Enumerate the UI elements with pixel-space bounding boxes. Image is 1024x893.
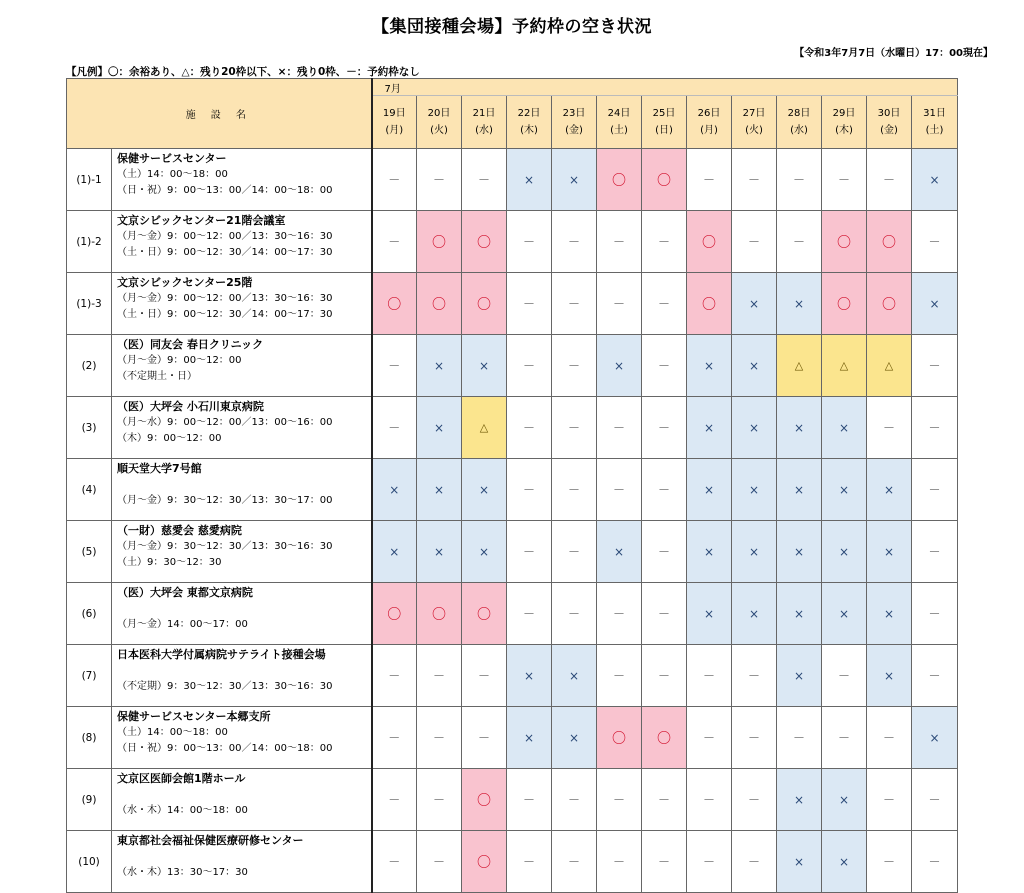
availability-cell: 〇 <box>867 211 912 273</box>
day-date: 29日 <box>832 108 856 119</box>
day-header <box>462 96 507 149</box>
day-of-week: (土) <box>925 125 944 136</box>
facility-hours: （水・木）14：00～18：00 <box>117 805 248 816</box>
availability-cell: × <box>777 459 822 521</box>
table-row <box>67 335 958 397</box>
availability-cell: － <box>507 769 552 831</box>
availability-cell: － <box>642 769 687 831</box>
facility-name: 文京区医師会館1階ホール <box>117 772 246 785</box>
availability-cell: － <box>642 397 687 459</box>
availability-cell: × <box>732 459 777 521</box>
availability-cell: － <box>507 459 552 521</box>
day-header <box>687 96 732 149</box>
availability-cell: × <box>822 459 867 521</box>
availability-cell: × <box>732 273 777 335</box>
day-date: 19日 <box>382 108 406 119</box>
availability-cell: 〇 <box>597 707 642 769</box>
availability-cell: － <box>732 769 777 831</box>
availability-cell: － <box>777 211 822 273</box>
availability-cell: － <box>597 645 642 707</box>
availability-cell: － <box>417 831 462 893</box>
facility-hours: （月～金）9：30～12：30／13：30～16：30 <box>117 541 333 552</box>
facility-name: 文京シビックセンター21階会議室 <box>117 214 286 227</box>
availability-cell: － <box>552 769 597 831</box>
availability-cell: － <box>867 707 912 769</box>
day-header <box>372 96 417 149</box>
table-row <box>67 149 958 211</box>
availability-cell: × <box>777 831 822 893</box>
availability-cell: － <box>687 831 732 893</box>
availability-cell: － <box>912 211 958 273</box>
availability-cell: × <box>822 831 867 893</box>
availability-cell: × <box>372 459 417 521</box>
facility-hours <box>117 477 371 493</box>
day-of-week: (木) <box>520 125 538 136</box>
facility-hours: （月～金）9：30～12：30／13：30～17：00 <box>117 495 333 506</box>
availability-cell: － <box>822 149 867 211</box>
availability-cell: × <box>462 521 507 583</box>
availability-cell: × <box>417 335 462 397</box>
facility-name: 文京シビックセンター25階 <box>117 276 253 289</box>
availability-cell: － <box>552 335 597 397</box>
facility-hours <box>117 787 371 803</box>
day-of-week: (水) <box>790 125 808 136</box>
facility-cell <box>112 521 372 583</box>
availability-cell: － <box>552 831 597 893</box>
availability-cell: － <box>912 583 958 645</box>
availability-cell: × <box>462 335 507 397</box>
availability-cell: △ <box>867 335 912 397</box>
availability-cell: × <box>552 149 597 211</box>
availability-cell: × <box>507 149 552 211</box>
facility-cell <box>112 211 372 273</box>
availability-cell: 〇 <box>687 273 732 335</box>
availability-cell: － <box>507 335 552 397</box>
table-row <box>67 211 958 273</box>
availability-cell: － <box>597 397 642 459</box>
day-header <box>552 96 597 149</box>
availability-cell: × <box>552 645 597 707</box>
day-header <box>597 96 642 149</box>
facility-hours: （月～金）9：00～12：00／13：30～16：30 <box>117 231 333 242</box>
facility-cell <box>112 769 372 831</box>
availability-cell: 〇 <box>597 149 642 211</box>
day-date: 26日 <box>697 108 721 119</box>
facility-hours: （水・木）13：30～17：30 <box>117 867 248 878</box>
day-of-week: (金) <box>565 125 583 136</box>
as-of-date: 【令和3年7月7日（水曜日）17：00現在】 <box>794 48 993 59</box>
day-date: 21日 <box>472 108 496 119</box>
facility-hours: （不定期土・日） <box>117 371 197 382</box>
availability-cell: － <box>417 707 462 769</box>
table-row <box>67 707 958 769</box>
facility-hours: （土）14：00～18：00 <box>117 169 228 180</box>
availability-cell: － <box>822 707 867 769</box>
availability-cell: 〇 <box>417 211 462 273</box>
availability-cell: × <box>552 707 597 769</box>
day-date: 31日 <box>923 108 946 119</box>
facility-hours <box>117 849 371 865</box>
availability-cell: × <box>417 521 462 583</box>
day-header <box>642 96 687 149</box>
availability-cell: × <box>777 397 822 459</box>
availability-cell: × <box>867 583 912 645</box>
day-of-week: (火) <box>430 125 448 136</box>
facility-number: (10) <box>67 831 112 893</box>
availability-cell: － <box>552 583 597 645</box>
availability-cell: － <box>372 831 417 893</box>
day-of-week: (水) <box>475 125 493 136</box>
facility-hours: （月～金）14：00～17：00 <box>117 619 248 630</box>
facility-number: (5) <box>67 521 112 583</box>
facility-hours: （土）14：00～18：00 <box>117 727 228 738</box>
availability-cell: × <box>732 521 777 583</box>
day-date: 25日 <box>652 108 676 119</box>
schedule-table <box>66 78 958 893</box>
availability-cell: × <box>597 335 642 397</box>
availability-cell: － <box>507 211 552 273</box>
availability-cell: － <box>642 211 687 273</box>
availability-cell: － <box>552 211 597 273</box>
availability-cell: × <box>912 149 958 211</box>
facility-cell <box>112 707 372 769</box>
availability-cell: × <box>462 459 507 521</box>
availability-cell: 〇 <box>372 273 417 335</box>
availability-cell: － <box>552 273 597 335</box>
availability-cell: × <box>822 521 867 583</box>
facility-number: (1)-2 <box>67 211 112 273</box>
availability-cell: 〇 <box>462 831 507 893</box>
day-header <box>912 96 958 149</box>
day-header <box>732 96 777 149</box>
availability-cell: － <box>372 707 417 769</box>
availability-cell: － <box>732 211 777 273</box>
facility-number: (4) <box>67 459 112 521</box>
day-header <box>417 96 462 149</box>
table-row <box>67 273 958 335</box>
facility-name: 保健サービスセンター <box>117 152 227 165</box>
availability-cell: － <box>462 645 507 707</box>
availability-cell: × <box>867 521 912 583</box>
availability-cell: × <box>732 335 777 397</box>
availability-cell: － <box>417 769 462 831</box>
availability-cell: － <box>912 831 958 893</box>
availability-cell: × <box>687 459 732 521</box>
table-row <box>67 645 958 707</box>
availability-cell: × <box>777 521 822 583</box>
availability-cell: × <box>417 459 462 521</box>
availability-cell: － <box>462 149 507 211</box>
availability-cell: 〇 <box>462 273 507 335</box>
facility-cell <box>112 397 372 459</box>
facility-hours: （月～水）9：00～12：00／13：00～16：00 <box>117 417 333 428</box>
facility-hours: （日・祝）9：00～13：00／14：00～18：00 <box>117 743 333 754</box>
availability-cell: 〇 <box>687 211 732 273</box>
facility-cell <box>112 645 372 707</box>
facility-name: 順天堂大学7号館 <box>117 462 202 475</box>
availability-cell: 〇 <box>372 583 417 645</box>
availability-cell: － <box>372 769 417 831</box>
day-of-week: (月) <box>700 125 718 136</box>
facility-name: 東京都社会福祉保健医療研修センター <box>117 834 304 847</box>
table-row <box>67 459 958 521</box>
day-date: 28日 <box>787 108 811 119</box>
availability-cell: － <box>687 149 732 211</box>
facility-name: （医）大坪会 東都文京病院 <box>117 586 253 599</box>
availability-cell: × <box>687 335 732 397</box>
availability-cell: － <box>597 211 642 273</box>
day-header <box>507 96 552 149</box>
availability-cell: － <box>867 831 912 893</box>
availability-cell: － <box>687 769 732 831</box>
availability-cell: － <box>642 583 687 645</box>
availability-cell: × <box>867 645 912 707</box>
availability-cell: － <box>642 645 687 707</box>
availability-cell: × <box>912 707 958 769</box>
availability-cell: × <box>777 645 822 707</box>
availability-cell: × <box>822 397 867 459</box>
availability-cell: － <box>687 707 732 769</box>
availability-cell: － <box>732 149 777 211</box>
availability-cell: － <box>552 521 597 583</box>
schedule-body <box>67 149 958 893</box>
availability-cell: － <box>507 397 552 459</box>
facility-cell <box>112 273 372 335</box>
availability-cell: － <box>372 211 417 273</box>
day-date: 22日 <box>517 108 541 119</box>
availability-cell: 〇 <box>417 273 462 335</box>
availability-cell: × <box>822 769 867 831</box>
facility-number: (7) <box>67 645 112 707</box>
day-header <box>777 96 822 149</box>
facility-number: (6) <box>67 583 112 645</box>
facility-cell <box>112 335 372 397</box>
facility-cell <box>112 583 372 645</box>
day-date: 20日 <box>427 108 451 119</box>
availability-cell: － <box>552 397 597 459</box>
facility-number: (2) <box>67 335 112 397</box>
availability-cell: × <box>777 273 822 335</box>
availability-cell: － <box>867 397 912 459</box>
availability-cell: － <box>732 707 777 769</box>
availability-cell: － <box>507 273 552 335</box>
availability-cell: － <box>732 645 777 707</box>
day-header <box>867 96 912 149</box>
availability-cell: － <box>912 521 958 583</box>
facility-hours: （木）9：00～12：00 <box>117 433 222 444</box>
availability-cell: － <box>912 459 958 521</box>
availability-cell: 〇 <box>642 707 687 769</box>
month-header: 7月 <box>372 79 958 96</box>
table-row <box>67 583 958 645</box>
facility-header: 施 設 名 <box>67 79 372 149</box>
availability-cell: － <box>507 521 552 583</box>
availability-cell: － <box>642 273 687 335</box>
availability-cell: － <box>642 459 687 521</box>
facility-hours: （日・祝）9：00～13：00／14：00～18：00 <box>117 185 333 196</box>
facility-number: (1)-3 <box>67 273 112 335</box>
availability-cell: 〇 <box>462 769 507 831</box>
facility-name: 日本医科大学付属病院サテライト接種会場 <box>117 648 326 661</box>
availability-cell: × <box>687 583 732 645</box>
facility-hours: （土・日）9：00～12：30／14：00～17：30 <box>117 309 333 320</box>
facility-hours: （月～金）9：00～12：00／13：30～16：30 <box>117 293 333 304</box>
facility-name: （一財）慈愛会 慈愛病院 <box>117 524 242 537</box>
availability-cell: － <box>642 831 687 893</box>
availability-cell: － <box>507 583 552 645</box>
availability-cell: － <box>912 645 958 707</box>
facility-hours: （月～金）9：00～12：00 <box>117 355 242 366</box>
facility-name: 保健サービスセンター本郷支所 <box>117 710 271 723</box>
facility-hours <box>117 663 371 679</box>
availability-cell: － <box>372 149 417 211</box>
facility-name: （医）同友会 春日クリニック <box>117 338 264 351</box>
availability-cell: × <box>417 397 462 459</box>
facility-cell <box>112 459 372 521</box>
availability-cell: － <box>867 149 912 211</box>
availability-cell: － <box>552 459 597 521</box>
availability-cell: － <box>372 645 417 707</box>
availability-cell: × <box>687 521 732 583</box>
availability-cell: × <box>372 521 417 583</box>
availability-cell: × <box>507 645 552 707</box>
day-of-week: (土) <box>610 125 628 136</box>
facility-name: （医）大坪会 小石川東京病院 <box>117 400 264 413</box>
day-date: 27日 <box>742 108 766 119</box>
availability-cell: － <box>912 335 958 397</box>
availability-cell: △ <box>462 397 507 459</box>
availability-cell: － <box>417 645 462 707</box>
availability-cell: － <box>597 273 642 335</box>
availability-cell: － <box>462 707 507 769</box>
day-of-week: (日) <box>655 125 673 136</box>
facility-number: (8) <box>67 707 112 769</box>
table-row <box>67 521 958 583</box>
availability-cell: 〇 <box>462 583 507 645</box>
availability-cell: × <box>732 583 777 645</box>
availability-cell: 〇 <box>642 149 687 211</box>
availability-cell: 〇 <box>867 273 912 335</box>
availability-cell: － <box>867 769 912 831</box>
page-title: 【集団接種会場】予約枠の空き状況 <box>372 17 652 37</box>
day-date: 24日 <box>607 108 631 119</box>
availability-cell: × <box>507 707 552 769</box>
availability-cell: － <box>597 769 642 831</box>
availability-cell: × <box>597 521 642 583</box>
availability-cell: － <box>777 707 822 769</box>
table-row <box>67 397 958 459</box>
availability-cell: △ <box>822 335 867 397</box>
day-of-week: (月) <box>385 125 404 136</box>
availability-cell: － <box>507 831 552 893</box>
availability-cell: × <box>687 397 732 459</box>
availability-cell: － <box>597 459 642 521</box>
availability-cell: × <box>777 583 822 645</box>
availability-cell: × <box>732 397 777 459</box>
facility-number: (9) <box>67 769 112 831</box>
availability-cell: 〇 <box>462 211 507 273</box>
facility-number: (1)-1 <box>67 149 112 211</box>
availability-cell: － <box>642 521 687 583</box>
availability-cell: － <box>912 769 958 831</box>
facility-hours: （不定期）9：30～12：30／13：30～16：30 <box>117 681 333 692</box>
availability-cell: － <box>597 583 642 645</box>
legend: 【凡例】〇：余裕あり、△：残り20枠以下、×：残り0枠、－：予約枠なし <box>66 66 420 78</box>
day-of-week: (火) <box>745 125 763 136</box>
availability-cell: 〇 <box>822 211 867 273</box>
availability-cell: － <box>687 645 732 707</box>
availability-cell: － <box>822 645 867 707</box>
availability-cell: － <box>642 335 687 397</box>
availability-cell: × <box>777 769 822 831</box>
table-row <box>67 769 958 831</box>
day-date: 23日 <box>562 108 586 119</box>
availability-cell: － <box>372 335 417 397</box>
availability-cell: × <box>912 273 958 335</box>
day-header <box>822 96 867 149</box>
availability-cell: △ <box>777 335 822 397</box>
availability-cell: × <box>822 583 867 645</box>
day-date: 30日 <box>877 108 901 119</box>
day-of-week: (金) <box>880 125 898 136</box>
day-of-week: (木) <box>835 125 853 136</box>
facility-number: (3) <box>67 397 112 459</box>
availability-cell: － <box>597 831 642 893</box>
availability-cell: － <box>732 831 777 893</box>
availability-cell: 〇 <box>822 273 867 335</box>
availability-cell: × <box>867 459 912 521</box>
availability-cell: － <box>777 149 822 211</box>
availability-cell: 〇 <box>417 583 462 645</box>
facility-hours <box>117 601 371 617</box>
availability-cell: － <box>417 149 462 211</box>
facility-hours: （土）9：30～12：30 <box>117 557 222 568</box>
facility-hours: （土・日）9：00～12：30／14：00～17：30 <box>117 247 333 258</box>
facility-cell <box>112 149 372 211</box>
availability-cell: － <box>912 397 958 459</box>
availability-cell: － <box>372 397 417 459</box>
